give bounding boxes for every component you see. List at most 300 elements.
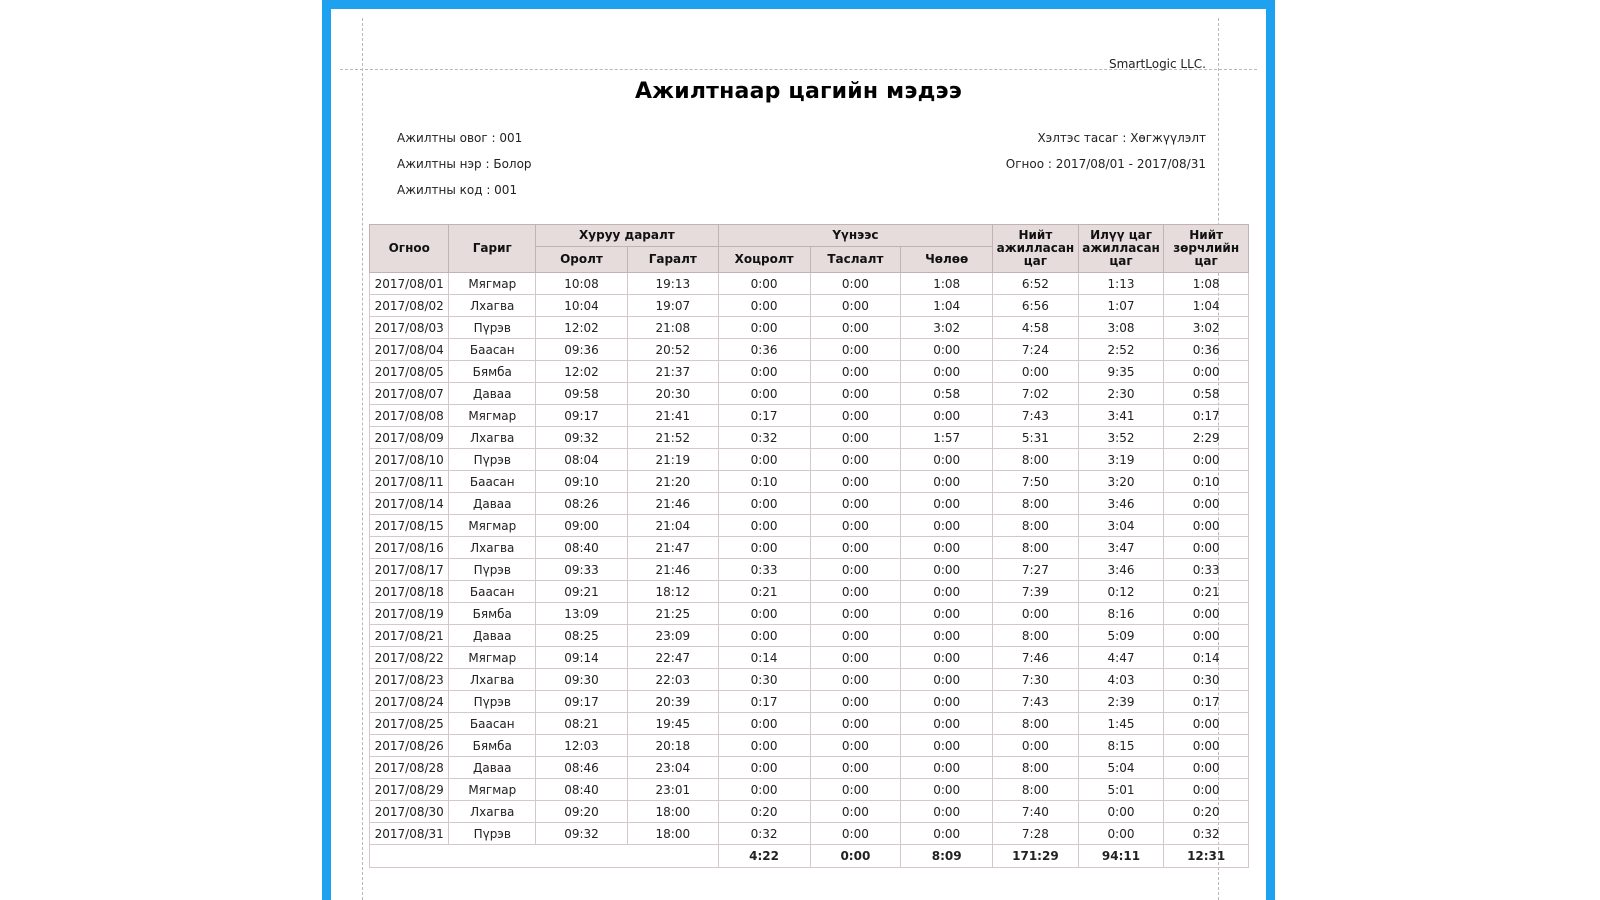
cell-total-violation: 0:00 <box>1164 515 1249 537</box>
cell-in: 08:46 <box>536 757 628 779</box>
cell-total-violation: 0:00 <box>1164 757 1249 779</box>
cell-weekday: Даваа <box>449 757 536 779</box>
cell-out: 21:25 <box>627 603 718 625</box>
cell-weekday: Лхагва <box>449 669 536 691</box>
totals-spacer <box>370 845 719 868</box>
cell-date: 2017/08/08 <box>370 405 449 427</box>
cell-leave: 0:00 <box>901 361 993 383</box>
cell-total-worked: 6:56 <box>993 295 1079 317</box>
cell-date: 2017/08/10 <box>370 449 449 471</box>
cell-absent: 0:00 <box>810 493 901 515</box>
report-page <box>322 0 1275 900</box>
cell-late: 0:00 <box>718 317 810 339</box>
cell-date: 2017/08/16 <box>370 537 449 559</box>
cell-late: 0:10 <box>718 471 810 493</box>
cell-total-worked: 7:27 <box>993 559 1079 581</box>
table-row <box>370 427 1249 449</box>
cell-date: 2017/08/23 <box>370 669 449 691</box>
total-absent: 0:00 <box>810 845 901 868</box>
header-overtime: Илүү цаг ажилласан цаг <box>1078 225 1164 273</box>
table-row <box>370 691 1249 713</box>
cell-out: 20:30 <box>627 383 718 405</box>
cell-total-worked: 7:02 <box>993 383 1079 405</box>
cell-total-violation: 0:00 <box>1164 779 1249 801</box>
cell-absent: 0:00 <box>810 449 901 471</box>
cell-weekday: Пүрэв <box>449 823 536 845</box>
cell-weekday: Пүрэв <box>449 317 536 339</box>
cell-late: 0:33 <box>718 559 810 581</box>
cell-leave: 0:00 <box>901 669 993 691</box>
cell-date: 2017/08/09 <box>370 427 449 449</box>
cell-weekday: Баасан <box>449 713 536 735</box>
cell-date: 2017/08/30 <box>370 801 449 823</box>
cell-in: 12:02 <box>536 361 628 383</box>
cell-overtime: 1:07 <box>1078 295 1164 317</box>
table-row <box>370 273 1249 295</box>
header-date: Огноо <box>370 225 449 273</box>
table-row <box>370 801 1249 823</box>
table-row <box>370 647 1249 669</box>
cell-total-violation: 0:30 <box>1164 669 1249 691</box>
cell-weekday: Мягмар <box>449 647 536 669</box>
cell-late: 0:21 <box>718 581 810 603</box>
table-row <box>370 383 1249 405</box>
cell-weekday: Пүрэв <box>449 691 536 713</box>
cell-leave: 0:00 <box>901 515 993 537</box>
cell-overtime: 3:20 <box>1078 471 1164 493</box>
cell-out: 21:41 <box>627 405 718 427</box>
cell-absent: 0:00 <box>810 713 901 735</box>
cell-total-worked: 7:43 <box>993 691 1079 713</box>
company-name: SmartLogic LLC. <box>1108 57 1206 71</box>
cell-date: 2017/08/25 <box>370 713 449 735</box>
cell-total-violation: 0:00 <box>1164 625 1249 647</box>
total-violation: 12:31 <box>1164 845 1249 868</box>
cell-overtime: 3:47 <box>1078 537 1164 559</box>
table-row <box>370 493 1249 515</box>
cell-weekday: Баасан <box>449 339 536 361</box>
cell-total-violation: 0:00 <box>1164 735 1249 757</box>
table-row <box>370 449 1249 471</box>
cell-leave: 0:00 <box>901 801 993 823</box>
cell-weekday: Баасан <box>449 471 536 493</box>
cell-overtime: 2:30 <box>1078 383 1164 405</box>
cell-out: 21:46 <box>627 493 718 515</box>
cell-overtime: 2:39 <box>1078 691 1164 713</box>
cell-overtime: 3:08 <box>1078 317 1164 339</box>
cell-overtime: 3:41 <box>1078 405 1164 427</box>
cell-total-worked: 8:00 <box>993 449 1079 471</box>
cell-date: 2017/08/29 <box>370 779 449 801</box>
cell-total-worked: 7:28 <box>993 823 1079 845</box>
cell-out: 19:07 <box>627 295 718 317</box>
cell-weekday: Даваа <box>449 625 536 647</box>
cell-out: 18:00 <box>627 801 718 823</box>
cell-late: 0:00 <box>718 625 810 647</box>
cell-overtime: 0:00 <box>1078 823 1164 845</box>
cell-overtime: 2:52 <box>1078 339 1164 361</box>
cell-absent: 0:00 <box>810 581 901 603</box>
cell-total-worked: 8:00 <box>993 515 1079 537</box>
cell-overtime: 0:12 <box>1078 581 1164 603</box>
cell-late: 0:00 <box>718 779 810 801</box>
cell-leave: 0:58 <box>901 383 993 405</box>
cell-in: 09:36 <box>536 339 628 361</box>
cell-leave: 0:00 <box>901 691 993 713</box>
cell-out: 23:01 <box>627 779 718 801</box>
cell-in: 08:21 <box>536 713 628 735</box>
cell-out: 23:09 <box>627 625 718 647</box>
cell-total-worked: 8:00 <box>993 713 1079 735</box>
cell-leave: 0:00 <box>901 493 993 515</box>
cell-in: 09:32 <box>536 427 628 449</box>
cell-late: 0:30 <box>718 669 810 691</box>
cell-late: 0:17 <box>718 691 810 713</box>
cell-weekday: Лхагва <box>449 801 536 823</box>
attendance-table <box>369 224 1249 868</box>
cell-total-violation: 0:10 <box>1164 471 1249 493</box>
cell-total-worked: 7:24 <box>993 339 1079 361</box>
cell-absent: 0:00 <box>810 537 901 559</box>
cell-total-worked: 8:00 <box>993 625 1079 647</box>
cell-date: 2017/08/28 <box>370 757 449 779</box>
cell-in: 12:03 <box>536 735 628 757</box>
cell-total-worked: 8:00 <box>993 779 1079 801</box>
cell-weekday: Мягмар <box>449 405 536 427</box>
table-row <box>370 735 1249 757</box>
cell-in: 13:09 <box>536 603 628 625</box>
cell-overtime: 3:46 <box>1078 559 1164 581</box>
cell-date: 2017/08/17 <box>370 559 449 581</box>
cell-total-violation: 0:00 <box>1164 493 1249 515</box>
cell-total-worked: 7:39 <box>993 581 1079 603</box>
cell-overtime: 0:00 <box>1078 801 1164 823</box>
cell-leave: 3:02 <box>901 317 993 339</box>
cell-out: 19:13 <box>627 273 718 295</box>
cell-total-worked: 5:31 <box>993 427 1079 449</box>
cell-total-worked: 0:00 <box>993 603 1079 625</box>
table-row <box>370 823 1249 845</box>
cell-absent: 0:00 <box>810 647 901 669</box>
cell-out: 21:04 <box>627 515 718 537</box>
cell-total-worked: 4:58 <box>993 317 1079 339</box>
header-total-worked: Нийт ажилласан цаг <box>993 225 1079 273</box>
cell-total-violation: 0:20 <box>1164 801 1249 823</box>
header-total-violation: Нийт зөрчлийн цаг <box>1164 225 1249 273</box>
total-leave: 8:09 <box>901 845 993 868</box>
cell-out: 21:08 <box>627 317 718 339</box>
header-in: Оролт <box>536 247 628 273</box>
department: Хэлтэс тасаг : Хөгжүүлэлт <box>1037 131 1206 145</box>
cell-leave: 0:00 <box>901 779 993 801</box>
cell-weekday: Лхагва <box>449 427 536 449</box>
cell-late: 0:32 <box>718 823 810 845</box>
cell-total-violation: 0:00 <box>1164 537 1249 559</box>
table-row <box>370 779 1249 801</box>
cell-late: 0:00 <box>718 713 810 735</box>
cell-leave: 0:00 <box>901 537 993 559</box>
cell-late: 0:00 <box>718 361 810 383</box>
cell-leave: 0:00 <box>901 449 993 471</box>
cell-absent: 0:00 <box>810 361 901 383</box>
cell-overtime: 4:47 <box>1078 647 1164 669</box>
table-row <box>370 559 1249 581</box>
header-absent: Таслалт <box>810 247 901 273</box>
cell-out: 21:46 <box>627 559 718 581</box>
cell-total-worked: 7:50 <box>993 471 1079 493</box>
cell-weekday: Бямба <box>449 735 536 757</box>
cell-in: 08:40 <box>536 537 628 559</box>
cell-out: 20:18 <box>627 735 718 757</box>
cell-total-violation: 1:04 <box>1164 295 1249 317</box>
cell-weekday: Даваа <box>449 493 536 515</box>
cell-total-violation: 0:17 <box>1164 691 1249 713</box>
cell-in: 10:08 <box>536 273 628 295</box>
cell-absent: 0:00 <box>810 383 901 405</box>
cell-weekday: Лхагва <box>449 295 536 317</box>
employee-info <box>397 131 532 209</box>
cell-out: 21:20 <box>627 471 718 493</box>
cell-total-worked: 7:40 <box>993 801 1079 823</box>
cell-absent: 0:00 <box>810 757 901 779</box>
cell-absent: 0:00 <box>810 317 901 339</box>
date-range: Огноо : 2017/08/01 - 2017/08/31 <box>1005 157 1206 171</box>
table-row <box>370 471 1249 493</box>
cell-in: 09:33 <box>536 559 628 581</box>
cell-leave: 1:08 <box>901 273 993 295</box>
cell-date: 2017/08/11 <box>370 471 449 493</box>
cell-total-violation: 0:00 <box>1164 603 1249 625</box>
cell-overtime: 8:15 <box>1078 735 1164 757</box>
cell-out: 21:19 <box>627 449 718 471</box>
total-overtime: 94:11 <box>1078 845 1164 868</box>
cell-date: 2017/08/22 <box>370 647 449 669</box>
cell-date: 2017/08/26 <box>370 735 449 757</box>
cell-in: 08:04 <box>536 449 628 471</box>
cell-overtime: 4:03 <box>1078 669 1164 691</box>
cell-overtime: 9:35 <box>1078 361 1164 383</box>
cell-in: 09:17 <box>536 691 628 713</box>
cell-late: 0:00 <box>718 449 810 471</box>
cell-leave: 0:00 <box>901 647 993 669</box>
cell-leave: 0:00 <box>901 757 993 779</box>
cell-total-violation: 2:29 <box>1164 427 1249 449</box>
cell-in: 09:21 <box>536 581 628 603</box>
cell-overtime: 3:52 <box>1078 427 1164 449</box>
cell-leave: 1:04 <box>901 295 993 317</box>
table-row <box>370 757 1249 779</box>
cell-weekday: Пүрэв <box>449 449 536 471</box>
cell-total-worked: 7:46 <box>993 647 1079 669</box>
cell-total-violation: 0:14 <box>1164 647 1249 669</box>
cell-leave: 0:00 <box>901 625 993 647</box>
cell-absent: 0:00 <box>810 603 901 625</box>
cell-out: 19:45 <box>627 713 718 735</box>
cell-weekday: Баасан <box>449 581 536 603</box>
cell-late: 0:00 <box>718 735 810 757</box>
cell-total-worked: 0:00 <box>993 735 1079 757</box>
cell-leave: 0:00 <box>901 559 993 581</box>
cell-total-violation: 0:32 <box>1164 823 1249 845</box>
table-row <box>370 537 1249 559</box>
cell-out: 18:12 <box>627 581 718 603</box>
cell-weekday: Бямба <box>449 603 536 625</box>
cell-leave: 0:00 <box>901 735 993 757</box>
cell-late: 0:00 <box>718 757 810 779</box>
cell-overtime: 5:04 <box>1078 757 1164 779</box>
cell-date: 2017/08/14 <box>370 493 449 515</box>
cell-late: 0:17 <box>718 405 810 427</box>
cell-absent: 0:00 <box>810 471 901 493</box>
cell-total-violation: 0:00 <box>1164 713 1249 735</box>
table-row <box>370 405 1249 427</box>
cell-date: 2017/08/03 <box>370 317 449 339</box>
cell-in: 09:32 <box>536 823 628 845</box>
cell-late: 0:00 <box>718 493 810 515</box>
cell-date: 2017/08/07 <box>370 383 449 405</box>
cell-absent: 0:00 <box>810 625 901 647</box>
cell-absent: 0:00 <box>810 339 901 361</box>
cell-in: 09:00 <box>536 515 628 537</box>
cell-absent: 0:00 <box>810 669 901 691</box>
cell-weekday: Мягмар <box>449 515 536 537</box>
cell-out: 20:52 <box>627 339 718 361</box>
cell-total-violation: 0:36 <box>1164 339 1249 361</box>
table-row <box>370 515 1249 537</box>
cell-weekday: Лхагва <box>449 537 536 559</box>
cell-overtime: 3:46 <box>1078 493 1164 515</box>
cell-overtime: 5:09 <box>1078 625 1164 647</box>
cell-total-violation: 0:00 <box>1164 361 1249 383</box>
cell-out: 20:39 <box>627 691 718 713</box>
header-late: Хоцролт <box>718 247 810 273</box>
cell-total-violation: 0:21 <box>1164 581 1249 603</box>
cell-absent: 0:00 <box>810 735 901 757</box>
header-out: Гаралт <box>627 247 718 273</box>
table-row <box>370 603 1249 625</box>
cell-weekday: Пүрэв <box>449 559 536 581</box>
cell-absent: 0:00 <box>810 295 901 317</box>
employee-name: Ажилтны нэр : Болор <box>397 157 532 171</box>
cell-weekday: Даваа <box>449 383 536 405</box>
cell-leave: 1:57 <box>901 427 993 449</box>
cell-total-worked: 8:00 <box>993 757 1079 779</box>
cell-total-violation: 0:58 <box>1164 383 1249 405</box>
cell-out: 21:52 <box>627 427 718 449</box>
margin-guide-left <box>362 18 363 900</box>
cell-absent: 0:00 <box>810 823 901 845</box>
cell-overtime: 1:45 <box>1078 713 1164 735</box>
cell-late: 0:00 <box>718 383 810 405</box>
cell-date: 2017/08/18 <box>370 581 449 603</box>
cell-date: 2017/08/02 <box>370 295 449 317</box>
cell-total-worked: 8:00 <box>993 537 1079 559</box>
cell-in: 09:20 <box>536 801 628 823</box>
table-row <box>370 625 1249 647</box>
cell-out: 22:47 <box>627 647 718 669</box>
table-row <box>370 669 1249 691</box>
cell-absent: 0:00 <box>810 779 901 801</box>
header-weekday: Гариг <box>449 225 536 273</box>
cell-absent: 0:00 <box>810 405 901 427</box>
cell-in: 08:26 <box>536 493 628 515</box>
cell-leave: 0:00 <box>901 471 993 493</box>
cell-in: 09:30 <box>536 669 628 691</box>
cell-total-worked: 7:30 <box>993 669 1079 691</box>
cell-absent: 0:00 <box>810 691 901 713</box>
cell-date: 2017/08/15 <box>370 515 449 537</box>
report-title: Ажилтнаар цагийн мэдээ <box>634 79 963 104</box>
cell-date: 2017/08/05 <box>370 361 449 383</box>
cell-in: 10:04 <box>536 295 628 317</box>
cell-out: 21:37 <box>627 361 718 383</box>
table-row <box>370 339 1249 361</box>
cell-late: 0:00 <box>718 537 810 559</box>
cell-late: 0:32 <box>718 427 810 449</box>
cell-date: 2017/08/04 <box>370 339 449 361</box>
cell-in: 08:25 <box>536 625 628 647</box>
header-cause: Үүнээс <box>718 225 992 247</box>
cell-leave: 0:00 <box>901 339 993 361</box>
cell-late: 0:36 <box>718 339 810 361</box>
report-filter-info <box>1006 131 1206 183</box>
cell-total-worked: 7:43 <box>993 405 1079 427</box>
cell-late: 0:00 <box>718 603 810 625</box>
table-row <box>370 295 1249 317</box>
cell-absent: 0:00 <box>810 427 901 449</box>
cell-weekday: Мягмар <box>449 779 536 801</box>
cell-late: 0:00 <box>718 273 810 295</box>
cell-absent: 0:00 <box>810 801 901 823</box>
cell-overtime: 1:13 <box>1078 273 1164 295</box>
cell-leave: 0:00 <box>901 823 993 845</box>
table-row <box>370 361 1249 383</box>
cell-total-violation: 1:08 <box>1164 273 1249 295</box>
cell-in: 09:17 <box>536 405 628 427</box>
cell-date: 2017/08/01 <box>370 273 449 295</box>
cell-weekday: Бямба <box>449 361 536 383</box>
cell-late: 0:00 <box>718 295 810 317</box>
cell-absent: 0:00 <box>810 559 901 581</box>
cell-in: 08:40 <box>536 779 628 801</box>
cell-total-worked: 8:00 <box>993 493 1079 515</box>
cell-in: 09:58 <box>536 383 628 405</box>
cell-leave: 0:00 <box>901 713 993 735</box>
cell-total-violation: 0:00 <box>1164 449 1249 471</box>
total-late: 4:22 <box>718 845 810 868</box>
cell-date: 2017/08/21 <box>370 625 449 647</box>
cell-out: 23:04 <box>627 757 718 779</box>
cell-absent: 0:00 <box>810 515 901 537</box>
cell-total-worked: 0:00 <box>993 361 1079 383</box>
cell-out: 21:47 <box>627 537 718 559</box>
cell-overtime: 3:04 <box>1078 515 1164 537</box>
cell-weekday: Мягмар <box>449 273 536 295</box>
cell-total-worked: 6:52 <box>993 273 1079 295</box>
cell-out: 22:03 <box>627 669 718 691</box>
cell-in: 12:02 <box>536 317 628 339</box>
totals-row <box>370 845 1249 868</box>
cell-late: 0:14 <box>718 647 810 669</box>
cell-total-violation: 0:33 <box>1164 559 1249 581</box>
cell-in: 09:14 <box>536 647 628 669</box>
cell-in: 09:10 <box>536 471 628 493</box>
cell-overtime: 3:19 <box>1078 449 1164 471</box>
cell-leave: 0:00 <box>901 603 993 625</box>
table-body <box>370 273 1249 845</box>
employee-code: Ажилтны код : 001 <box>397 183 518 197</box>
employee-surname: Ажилтны овог : 001 <box>397 131 523 145</box>
